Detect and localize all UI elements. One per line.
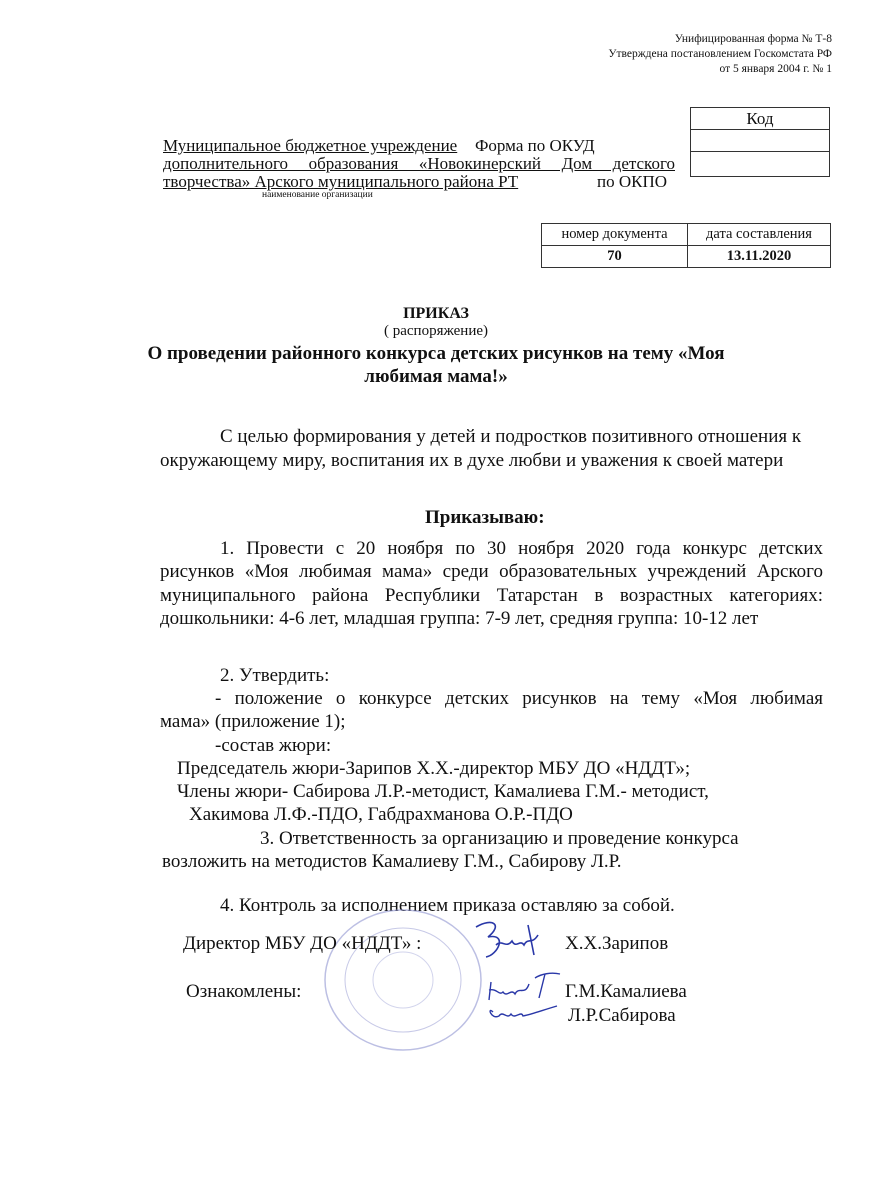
code-header: Код xyxy=(691,108,830,130)
order-word: Приказываю: xyxy=(425,507,545,528)
item2-line: мама» (приложение 1); xyxy=(160,711,346,732)
org-name-line1: Муниципальное бюджетное учреждение xyxy=(163,136,458,155)
preamble-line2: окружающему миру, воспитания их в духе любви и уважения к своей матери xyxy=(160,450,784,471)
item2-line: Председатель жюри-Зарипов Х.Х.-директор МБУ ДО «НДДТ»; xyxy=(177,758,691,779)
acquainted-label: Ознакомлены: xyxy=(186,981,302,1002)
doc-number-label: номер документа xyxy=(542,224,688,246)
item2-line: Хакимова Л.Ф.-ПДО, Габдрахманова О.Р.-ПДО xyxy=(189,804,573,825)
org-name-line3: творчества» Арского муниципального района РТ xyxy=(163,172,519,191)
form-header-line: Утверждена постановлением Госкомстата РФ xyxy=(608,48,832,60)
okpo-code xyxy=(691,152,830,177)
item1-line: муниципального района Республики Татарстан в возрастных категориях: xyxy=(160,585,823,606)
director-name: Х.Х.Зарипов xyxy=(565,933,669,954)
item2-line: Члены жюри- Сабирова Л.Р.-методист, Камалиева Г.М.- методист, xyxy=(177,781,709,802)
doc-number: 70 xyxy=(542,246,688,268)
org-name-line2: дополнительного образования «Новокинерский Дом детского xyxy=(163,154,675,173)
item2-line: - положение о конкурсе детских рисунков на тему «Моя любимая xyxy=(215,688,823,709)
item4-line: 4. Контроль за исполнением приказа оставляю за собой. xyxy=(220,895,675,916)
document-table xyxy=(541,223,831,268)
staff-signatures xyxy=(485,970,565,1030)
doc-subject-line1: О проведении районного конкурса детских рисунков на тему «Моя xyxy=(147,343,725,364)
doc-date: 13.11.2020 xyxy=(688,246,831,268)
form-header-line: от 5 января 2004 г. № 1 xyxy=(719,63,832,75)
item1-line: 1. Провести с 20 ноября по 30 ноября 2020 года конкурс детских xyxy=(220,538,823,559)
item2-line: 2. Утвердить: xyxy=(220,665,330,686)
item1-line: рисунков «Моя любимая мама» среди образовательных учреждений Арского xyxy=(160,561,823,582)
item1-line: дошкольники: 4-6 лет, младшая группа: 7-9 лет, средняя группа: 10-12 лет xyxy=(160,608,759,629)
okud-code xyxy=(691,130,830,152)
item3-line: 3. Ответственность за организацию и проведение конкурса xyxy=(260,828,739,849)
form-header xyxy=(608,32,832,77)
okud-label: Форма по ОКУД xyxy=(475,136,595,155)
doc-date-label: дата составления xyxy=(688,224,831,246)
item3-line: возложить на методистов Камалиеву Г.М., Сабирову Л.Р. xyxy=(162,851,622,872)
item2-line: -состав жюри: xyxy=(215,735,332,756)
staff-name: Л.Р.Сабирова xyxy=(568,1005,676,1026)
code-table xyxy=(690,107,830,177)
staff-name: Г.М.Камалиева xyxy=(565,981,687,1002)
organization-stamp xyxy=(318,905,488,1055)
okpo-label: по ОКПО xyxy=(597,172,668,191)
form-header-line: Унифицированная форма № Т-8 xyxy=(674,33,832,45)
director-signature xyxy=(468,915,553,965)
org-caption: наименование организации xyxy=(262,190,373,200)
director-label: Директор МБУ ДО «НДДТ» : xyxy=(183,933,422,954)
doc-type: ПРИКАЗ xyxy=(403,305,469,322)
preamble-line1: С целью формирования у детей и подростков позитивного отношения к xyxy=(220,426,802,447)
doc-subject-line2: любимая мама!» xyxy=(364,366,508,387)
doc-subtype: ( распоряжение) xyxy=(383,323,489,339)
